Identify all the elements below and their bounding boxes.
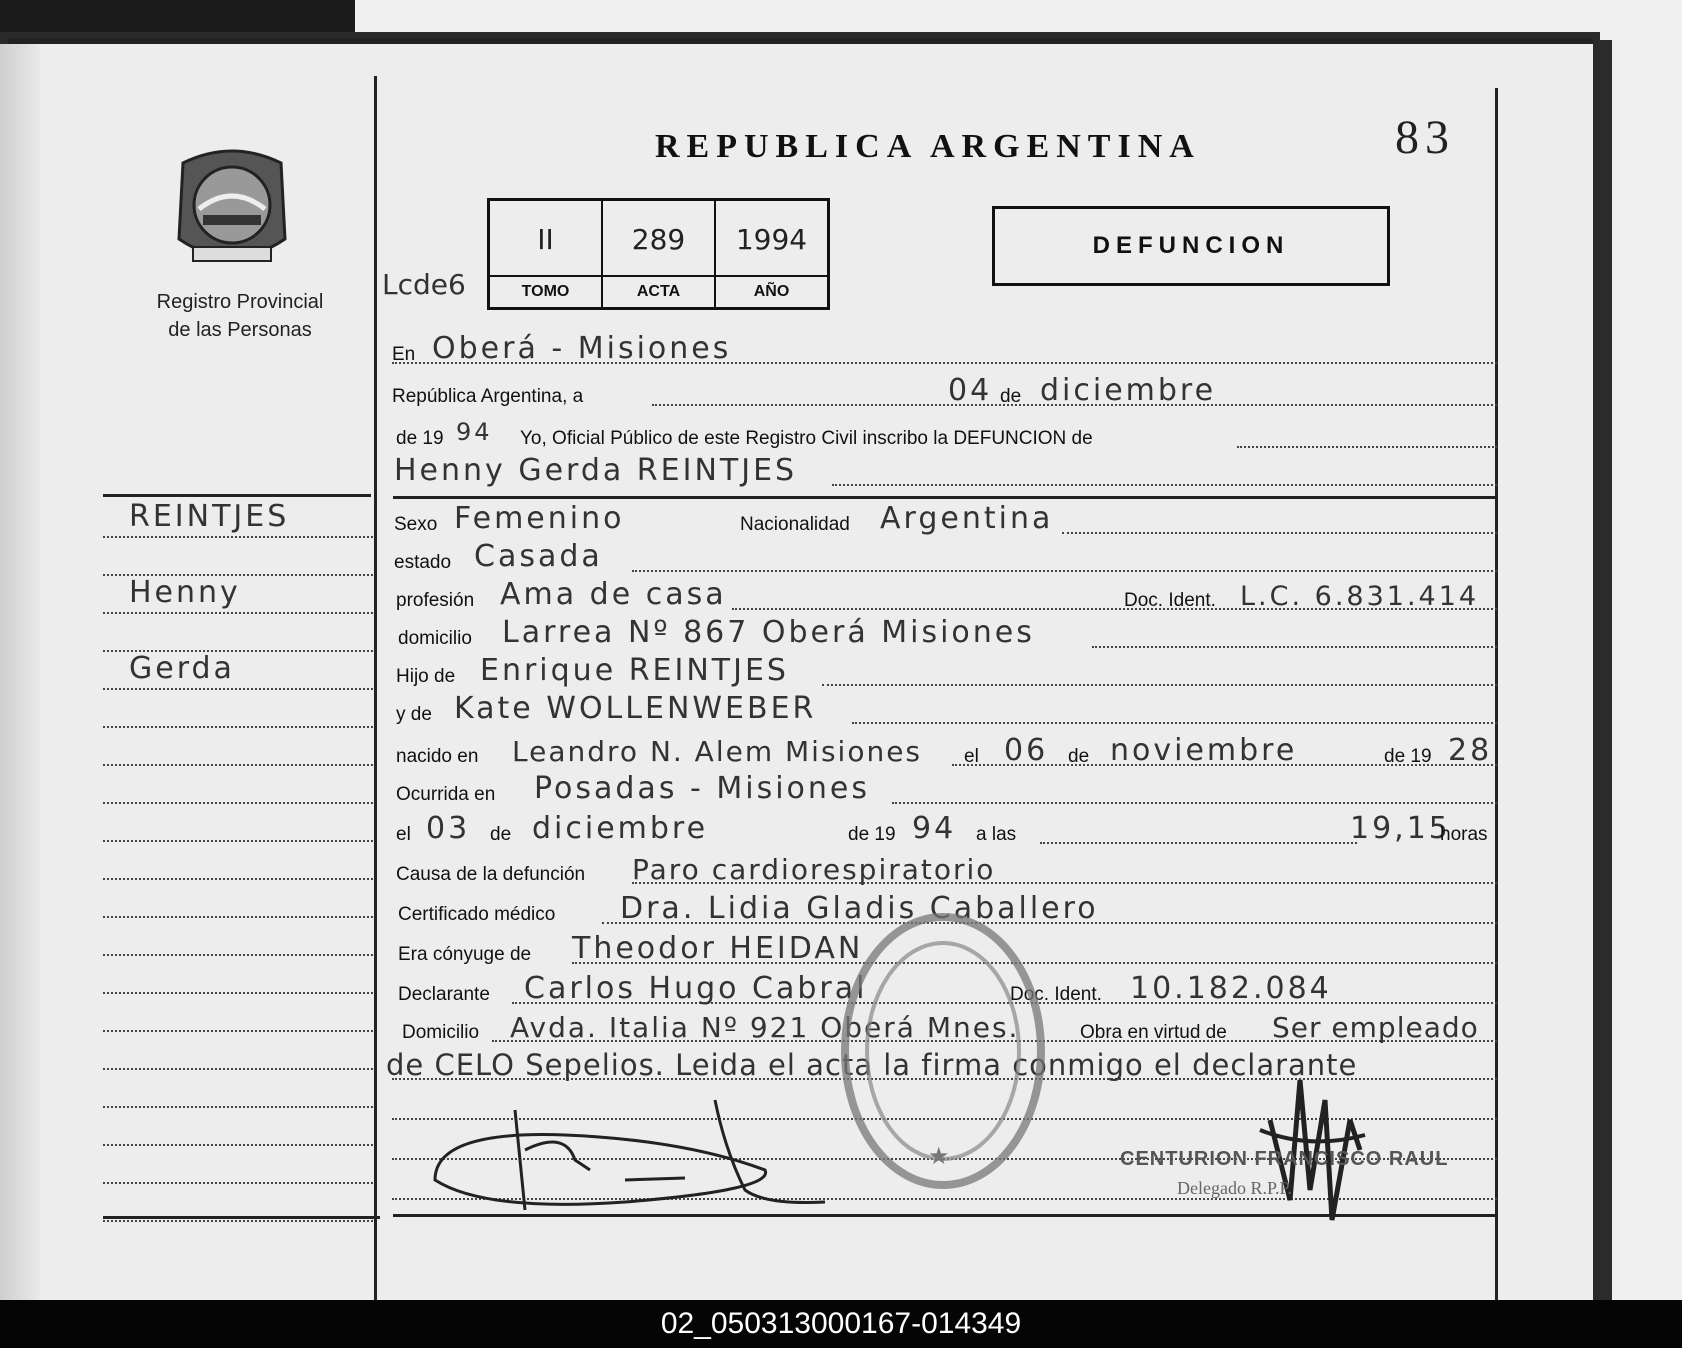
left-column-rule — [374, 76, 377, 1300]
margin-row — [103, 574, 373, 614]
record-type-box: DEFUNCION — [992, 206, 1390, 286]
estado-label: estado — [394, 552, 452, 573]
declarante-domicilio-label: Domicilio — [402, 1022, 480, 1043]
dotted-rule — [832, 484, 1497, 486]
day-de-label: de — [1000, 386, 1022, 407]
record-id-table — [487, 198, 830, 310]
official-signature-icon — [1250, 1060, 1370, 1230]
form-line-place — [392, 330, 1497, 370]
ano-cell — [716, 201, 827, 307]
book-note: Lcde6 — [382, 268, 466, 301]
svg-text:★: ★ — [928, 1142, 950, 1170]
death-year-label: de 19 — [848, 824, 896, 845]
form-line-causa — [392, 850, 1497, 890]
official-name: CENTURION FRANCISCO RAUL — [1120, 1148, 1449, 1170]
nacido-label: nacido en — [396, 746, 479, 767]
dotted-rule — [1062, 532, 1497, 534]
obra-value: Ser empleado — [1272, 1011, 1479, 1044]
main-divider-top — [393, 496, 1495, 499]
yo-statement: Yo, Oficial Público de este Registro Civil inscribo la DEFUNCION de — [520, 428, 1093, 449]
margin-row — [103, 1182, 373, 1222]
form-line-date — [392, 372, 1497, 412]
ocurrida-label: Ocurrida en — [396, 784, 496, 805]
margin-row — [103, 840, 373, 880]
margin-row — [103, 878, 373, 918]
official-title: Delegado R.P.P. — [1177, 1178, 1293, 1198]
declarante-value: Carlos Hugo Cabral — [524, 971, 868, 1006]
form-line-death-date — [392, 810, 1497, 850]
form-line-estado — [392, 538, 1497, 578]
acta-cell — [603, 201, 716, 307]
mother-name: Kate WOLLENWEBER — [454, 691, 817, 726]
margin-row — [103, 992, 373, 1032]
hijo-label: Hijo de — [396, 666, 456, 687]
sexo-label: Sexo — [394, 514, 438, 535]
form-line-year — [392, 414, 1497, 454]
year-label: de 19 — [396, 428, 444, 449]
horas-label: horas — [1440, 824, 1488, 845]
en-label: En — [392, 344, 416, 365]
declarant-signature-icon — [425, 1090, 865, 1220]
registry-line-2: de las Personas — [168, 319, 312, 341]
page-right-edge — [1598, 40, 1612, 1304]
conyuge-label: Era cónyuge de — [398, 944, 532, 965]
margin-row — [103, 1144, 373, 1184]
declarante-domicilio-value: Avda. Italia Nº 921 Oberá Mnes. — [510, 1011, 1020, 1044]
provincial-seal-icon — [173, 143, 291, 271]
margin-row — [103, 726, 373, 766]
domicilio-label: domicilio — [398, 628, 472, 649]
scan-footer — [0, 1300, 1682, 1348]
birth-month: noviembre — [1110, 733, 1298, 768]
margin-row — [103, 1030, 373, 1070]
dotted-rule — [852, 722, 1497, 724]
dotted-rule — [1092, 646, 1497, 648]
image-code: 02_050313000167-014349 — [660, 1307, 1022, 1340]
margin-second-name: Gerda — [129, 651, 235, 686]
margin-row — [103, 688, 373, 728]
margin-row — [103, 612, 373, 652]
margin-first-name: Henny — [129, 575, 241, 610]
page-binding-edge — [0, 44, 40, 1304]
dotted-rule — [1040, 842, 1357, 844]
form-line-deceased — [392, 452, 1497, 492]
birthplace-value: Leandro N. Alem Misiones — [512, 735, 923, 768]
death-time: 19,15 — [1350, 811, 1451, 846]
deceased-name: Henny Gerda REINTJES — [394, 453, 798, 488]
yde-label: y de — [396, 704, 432, 725]
margin-row — [103, 916, 373, 956]
profesion-value: Ama de casa — [500, 577, 727, 612]
registry-name — [130, 288, 350, 344]
declarante-label: Declarante — [398, 984, 490, 1005]
margin-row — [103, 954, 373, 994]
country-title: REPUBLICA ARGENTINA — [655, 128, 1201, 165]
tomo-value: II — [537, 223, 554, 256]
republica-label: República Argentina, a — [392, 386, 584, 407]
causa-value: Paro cardiorespiratorio — [632, 853, 996, 886]
registry-line-1: Registro Provincial — [156, 291, 324, 313]
dotted-rule — [822, 684, 1497, 686]
birth-el-label: el — [964, 746, 979, 767]
margin-row — [103, 764, 373, 804]
birth-year: 28 — [1448, 733, 1493, 768]
death-el-label: el — [396, 824, 411, 845]
sexo-value: Femenino — [454, 501, 625, 536]
ano-label: AÑO — [716, 275, 827, 307]
margin-row — [103, 1106, 373, 1146]
death-de-label: de — [490, 824, 512, 845]
margin-row — [103, 650, 373, 690]
estado-value: Casada — [474, 539, 603, 574]
registration-year: 94 — [456, 418, 493, 446]
father-name: Enrique REINTJES — [480, 653, 789, 688]
dotted-rule — [1237, 446, 1497, 448]
obra-label: Obra en virtud de — [1080, 1022, 1227, 1043]
en-value: Oberá - Misiones — [432, 331, 732, 366]
declarante-doc-label: Doc. Ident. — [1010, 984, 1102, 1005]
official-stamp-icon — [836, 906, 1050, 1196]
registration-day: 04 — [948, 373, 993, 408]
conyuge-value: Theodor HEIDAN — [572, 931, 864, 966]
death-day: 03 — [426, 811, 471, 846]
causa-label: Causa de la defunción — [396, 864, 586, 885]
margin-row — [103, 802, 373, 842]
margin-row — [103, 1068, 373, 1108]
doc-label: Doc. Ident. — [1124, 590, 1216, 611]
form-line-mother — [392, 690, 1497, 730]
birth-day: 06 — [1004, 733, 1049, 768]
margin-surname: REINTJES — [129, 499, 290, 534]
domicilio-value: Larrea Nº 867 Oberá Misiones — [502, 615, 1035, 650]
death-place: Posadas - Misiones — [534, 771, 870, 806]
doc-value: L.C. 6.831.414 — [1240, 581, 1480, 612]
registration-month: diciembre — [1040, 373, 1217, 408]
margin-row — [103, 498, 373, 538]
form-line-birth — [392, 732, 1497, 772]
dotted-rule — [632, 570, 1497, 572]
page-number: 83 — [1395, 111, 1455, 164]
certificado-value: Dra. Lidia Gladis Caballero — [620, 891, 1099, 926]
form-line-domicilio — [392, 614, 1497, 654]
tomo-cell — [490, 201, 603, 307]
alas-label: a las — [976, 824, 1017, 845]
closing-statement: de CELO Sepelios. Leida el acta la firma conmigo el declarante — [386, 1048, 1358, 1082]
dotted-rule — [892, 802, 1497, 804]
form-line-father — [392, 652, 1497, 692]
form-line-sex — [392, 500, 1497, 540]
profesion-label: profesión — [396, 590, 475, 611]
declarante-doc-value: 10.182.084 — [1130, 971, 1332, 1006]
certificado-label: Certificado médico — [398, 904, 556, 925]
nacionalidad-value: Argentina — [880, 501, 1054, 536]
death-month: diciembre — [532, 811, 709, 846]
death-year: 94 — [912, 811, 957, 846]
birth-de-label: de — [1068, 746, 1090, 767]
ano-value: 1994 — [735, 223, 808, 256]
birth-year-label: de 19 — [1384, 746, 1432, 767]
form-line-ocurrida — [392, 770, 1497, 810]
nacionalidad-label: Nacionalidad — [740, 514, 850, 535]
left-divider-top — [103, 494, 371, 497]
acta-label: ACTA — [603, 275, 714, 307]
tomo-label: TOMO — [490, 275, 601, 307]
form-line-profesion — [392, 576, 1497, 616]
acta-value: 289 — [631, 223, 686, 256]
margin-row — [103, 536, 373, 576]
